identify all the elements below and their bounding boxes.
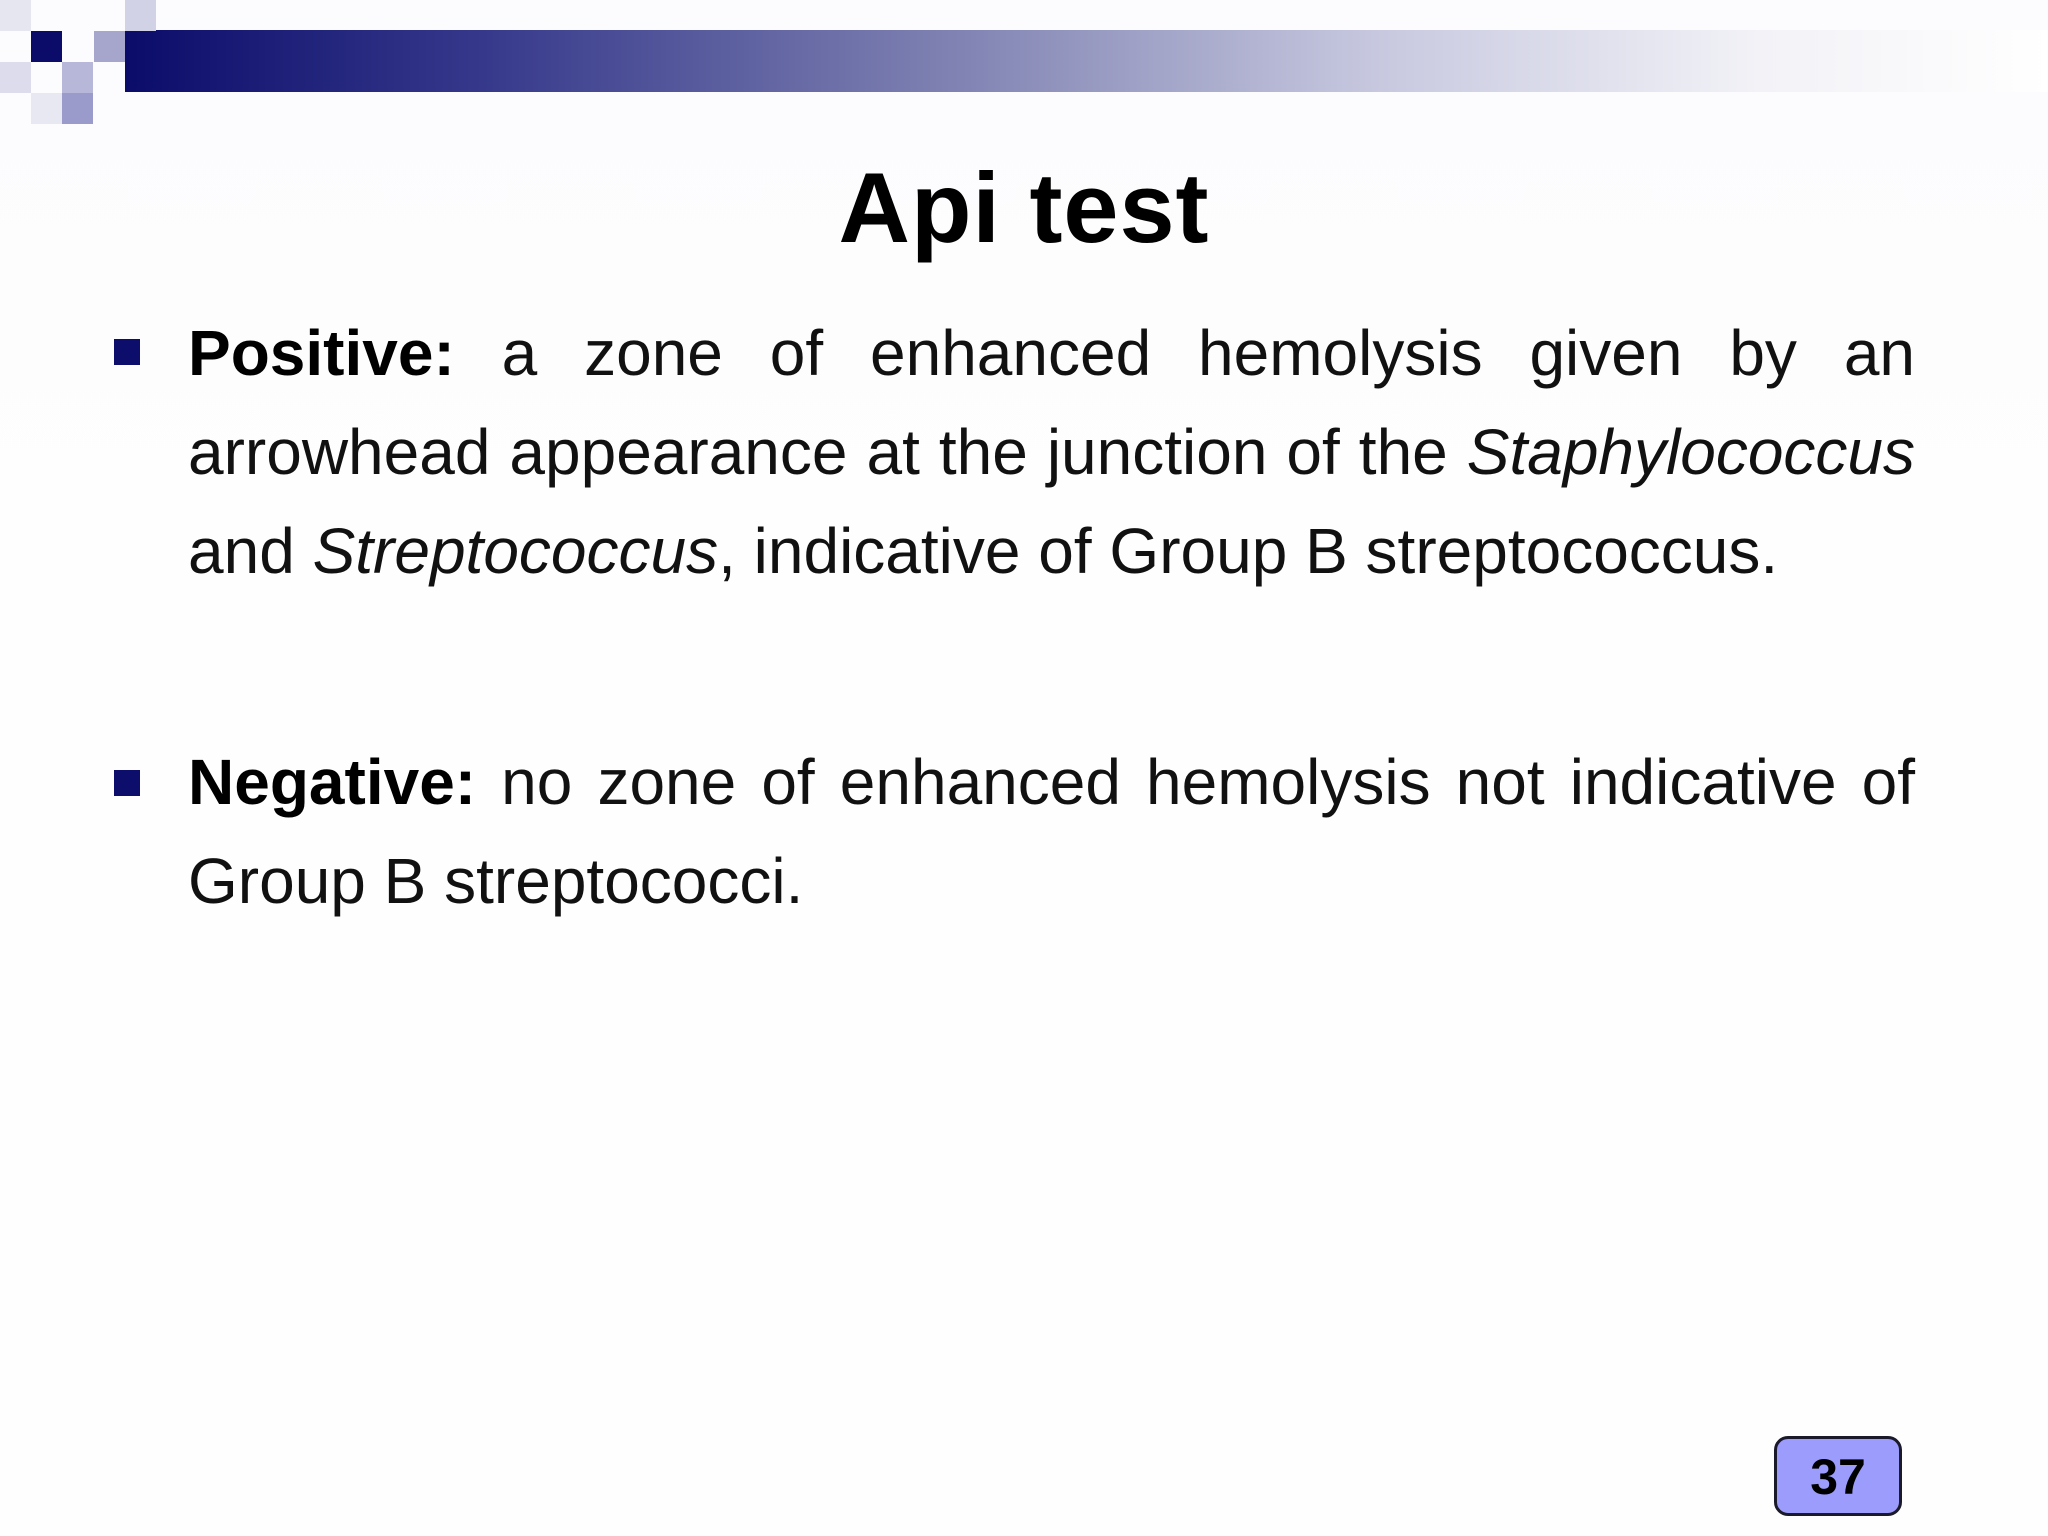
header-square-decoration: [62, 93, 93, 124]
bullet-text-negative: [188, 733, 1915, 931]
header-square-decoration: [0, 62, 31, 93]
header-square-decoration: [31, 31, 62, 62]
square-bullet-icon: [114, 770, 140, 796]
header-decoration: [0, 0, 2048, 130]
bullet-text-segment: no zone of enhanced hemolysis not indicative of Group B streptococci.: [188, 746, 1915, 917]
slide-title: Api test: [838, 152, 1210, 263]
header-square-decoration: [94, 31, 125, 62]
bullet-text-segment: a zone of enhanced hemolysis given by an arrowhead appearance at the junction of the: [188, 317, 1915, 488]
organism-name-staphylococcus: Staphylococcus: [1466, 416, 1915, 488]
bullet-text-segment: , indicative of Group B streptococcus.: [718, 515, 1779, 587]
bullet-text-positive: [188, 304, 1915, 601]
page-number-badge: 37: [1774, 1436, 1902, 1516]
header-square-decoration: [31, 93, 62, 124]
bullet-text-segment: and: [188, 515, 313, 587]
header-gradient-bar: [125, 30, 2048, 92]
header-square-decoration: [125, 0, 156, 31]
square-bullet-icon: [114, 339, 140, 365]
header-square-decoration: [62, 62, 93, 93]
bullet-label-positive: Positive:: [188, 317, 455, 389]
bullet-label-negative: Negative:: [188, 746, 477, 818]
organism-name-streptococcus: Streptococcus: [312, 515, 719, 587]
header-square-decoration: [0, 0, 31, 31]
